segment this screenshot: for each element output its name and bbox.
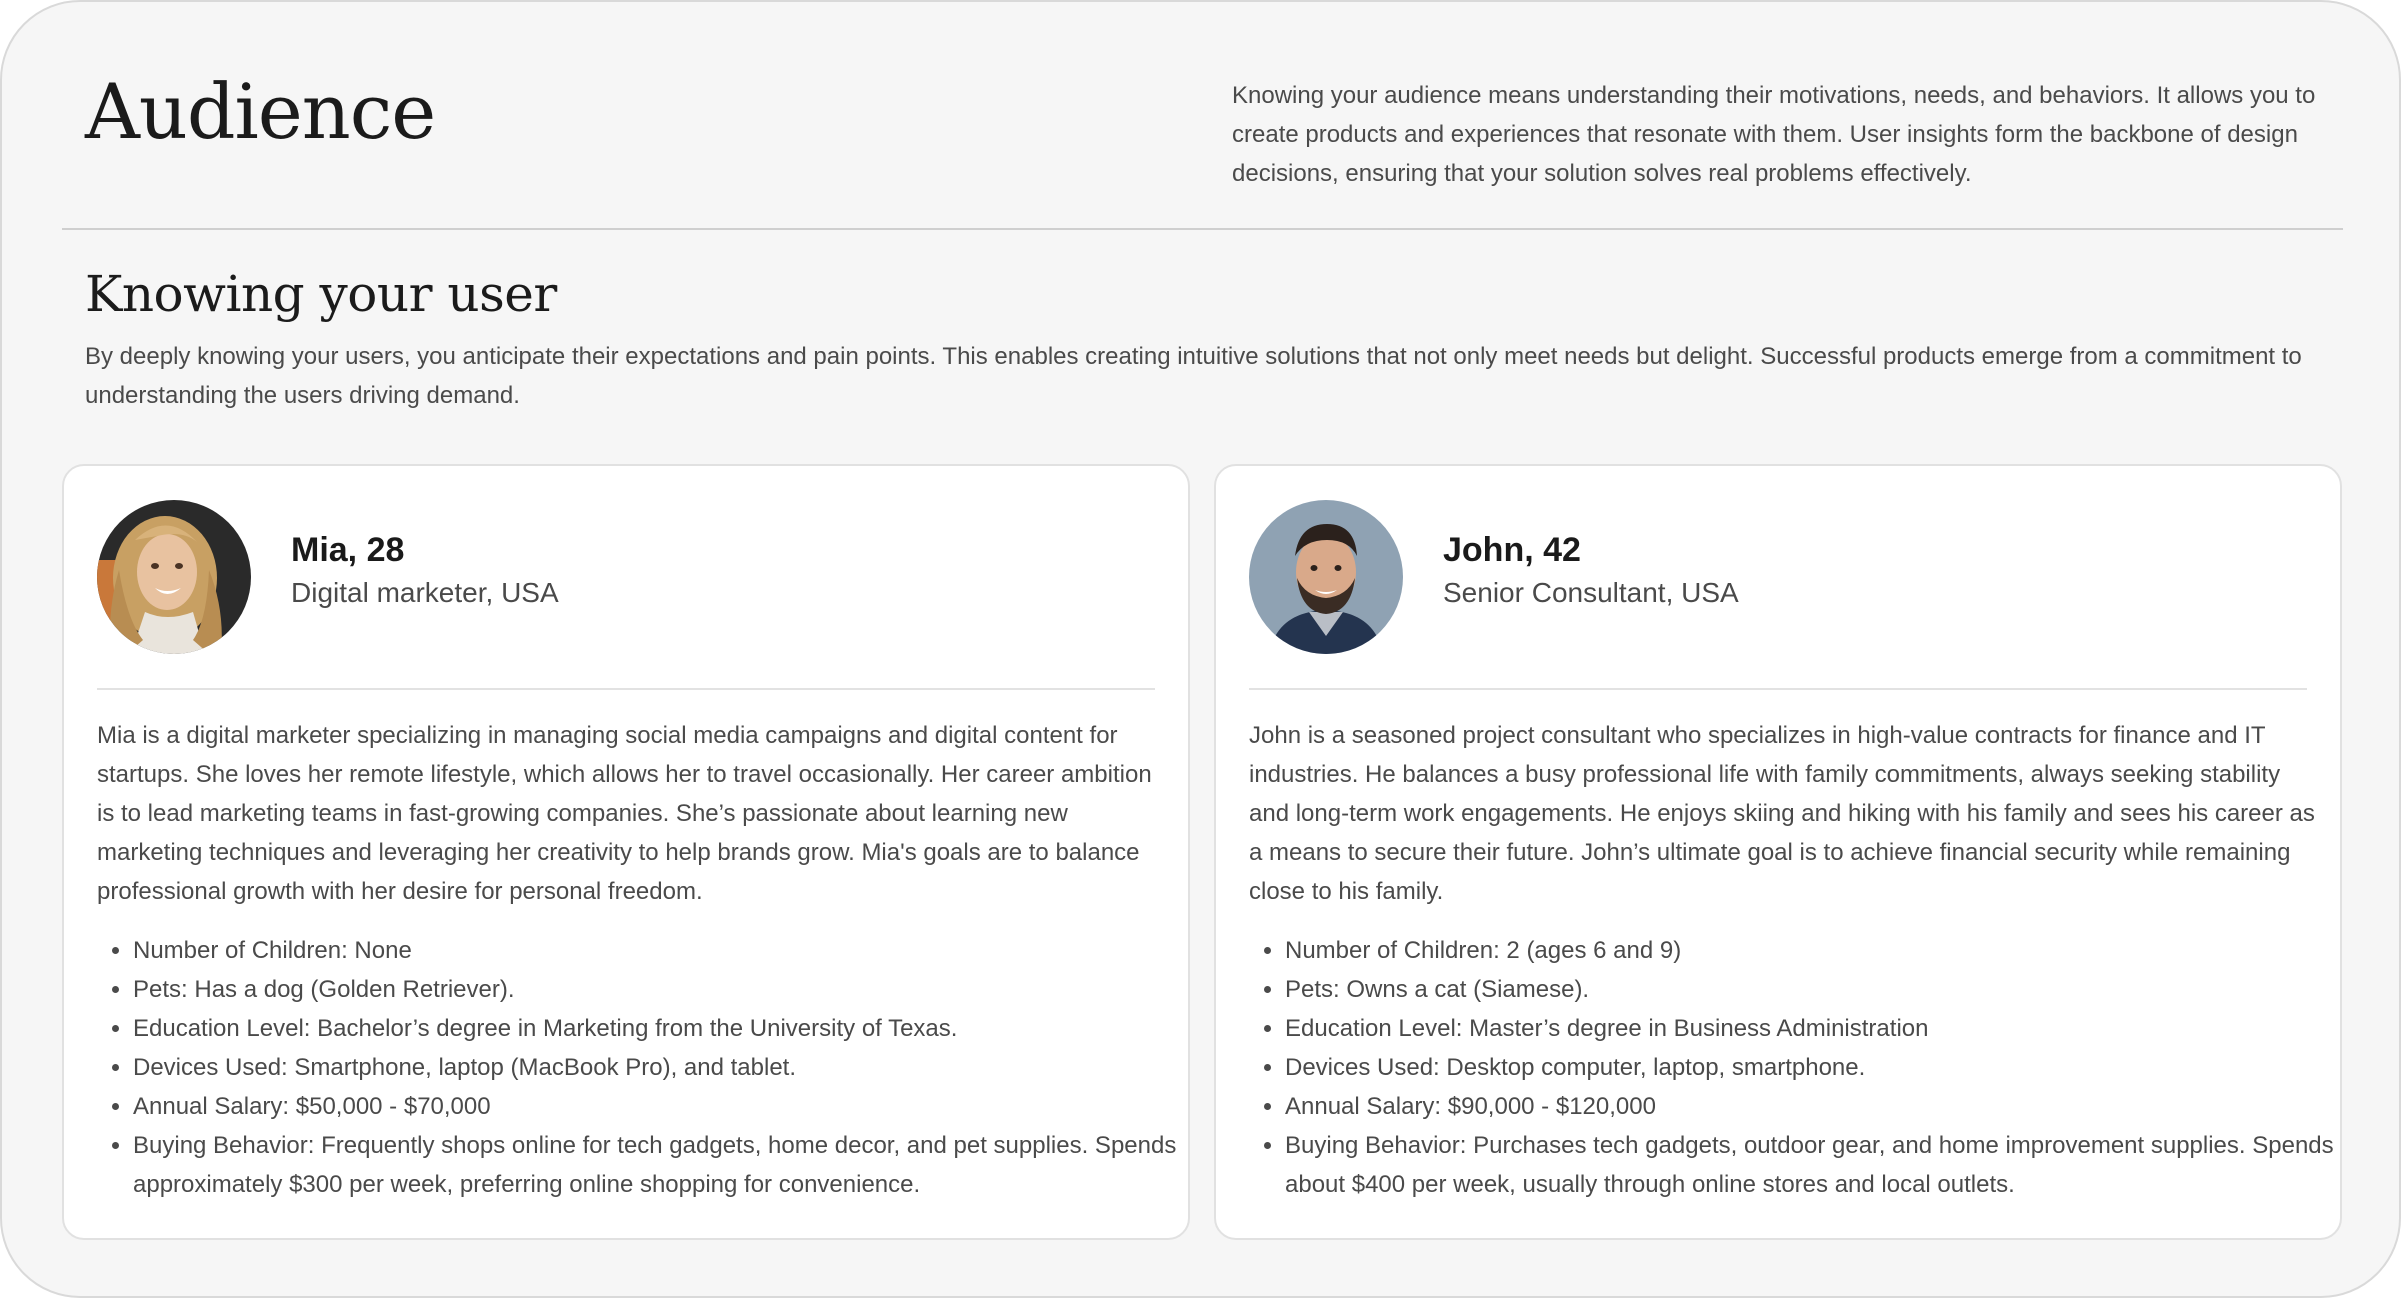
persona-name: John, 42 bbox=[1443, 531, 1581, 569]
persona-facts-list bbox=[97, 931, 1182, 1204]
section-title: Knowing your user bbox=[85, 265, 557, 323]
header-divider bbox=[62, 228, 2343, 230]
fact-children: • Number of Children: None bbox=[133, 931, 1182, 970]
intro-text: Knowing your audience means understanding their motivations, needs, and behaviors. It allows you to create products and experiences that resonate with them. User insights form the backbone of design decisions, ensuring that your solution solves real problems effectively. bbox=[1232, 82, 2316, 187]
fact-pets: • Pets: Owns a cat (Siamese). bbox=[1285, 970, 2334, 1009]
avatar-photo-mia bbox=[97, 500, 251, 654]
persona-role: Senior Consultant, USA bbox=[1443, 577, 1739, 608]
persona-role: Digital marketer, USA bbox=[291, 577, 559, 608]
persona-card-john bbox=[1214, 464, 2342, 1240]
card-divider bbox=[97, 688, 1155, 690]
fact-buying-behavior: • Buying Behavior: Purchases tech gadgets, outdoor gear, and home improvement supplies. Spends about $400 per week, usually through online stores and local outlets. bbox=[1285, 1126, 2334, 1204]
fact-education: • Education Level: Bachelor’s degree in Marketing from the University of Texas. bbox=[133, 1009, 1182, 1048]
fact-devices: • Devices Used: Desktop computer, laptop, smartphone. bbox=[1285, 1048, 2334, 1087]
card-divider bbox=[1249, 688, 2307, 690]
persona-bio: Mia is a digital marketer specializing in managing social media campaigns and digital content for startups. She loves her remote lifestyle, which allows her to travel occasionally. Her career ambition is to lead marketing teams in fast-growing companies. She’s passionate about learning new marketing techniques and leveraging her creativity to help brands grow. Mia's goals are to balance professional growth with her desire for personal freedom. bbox=[97, 722, 1152, 905]
fact-education: • Education Level: Master’s degree in Business Administration bbox=[1285, 1009, 2334, 1048]
persona-name: Mia, 28 bbox=[291, 531, 405, 569]
fact-devices: • Devices Used: Smartphone, laptop (MacBook Pro), and tablet. bbox=[133, 1048, 1182, 1087]
section-description: By deeply knowing your users, you anticipate their expectations and pain points. This enables creating intuitive solutions that not only meet needs but delight. Successful products emerge from a commitment to understanding the users driving demand. bbox=[85, 343, 2302, 409]
persona-card-mia bbox=[62, 464, 1190, 1240]
fact-salary: • Annual Salary: $90,000 - $120,000 bbox=[1285, 1087, 2334, 1126]
fact-buying-behavior: • Buying Behavior: Frequently shops online for tech gadgets, home decor, and pet supplies. Spends approximately $300 per week, preferring online shopping for convenience. bbox=[133, 1126, 1182, 1204]
fact-salary: • Annual Salary: $50,000 - $70,000 bbox=[133, 1087, 1182, 1126]
avatar-photo-john bbox=[1249, 500, 1403, 654]
fact-children: • Number of Children: 2 (ages 6 and 9) bbox=[1285, 931, 2334, 970]
persona-facts-list bbox=[1249, 931, 2334, 1204]
fact-pets: • Pets: Has a dog (Golden Retriever). bbox=[133, 970, 1182, 1009]
persona-bio: John is a seasoned project consultant who specializes in high-value contracts for finance and IT industries. He balances a busy professional life with family commitments, always seeking stability and long-term work engagements. He enjoys skiing and hiking with his family and sees his career as a means to secure their future. John’s ultimate goal is to achieve financial security while remaining close to his family. bbox=[1249, 722, 2315, 905]
page-title: Audience bbox=[85, 67, 436, 156]
avatar bbox=[97, 500, 251, 654]
avatar bbox=[1249, 500, 1403, 654]
